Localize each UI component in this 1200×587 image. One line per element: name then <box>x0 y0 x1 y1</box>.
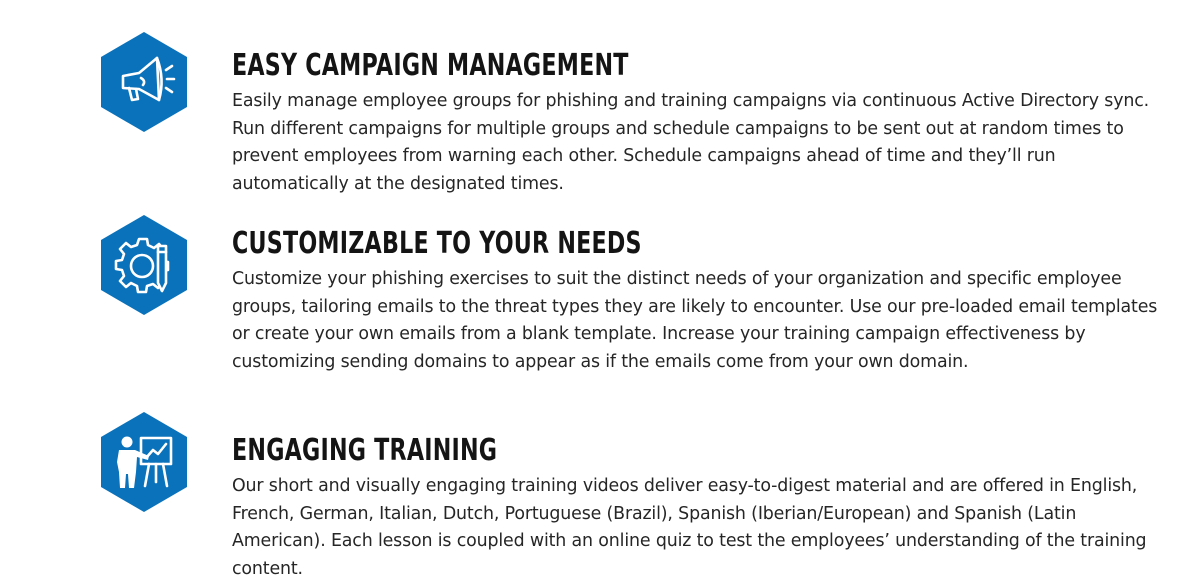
gear-pencil-icon <box>99 213 189 317</box>
feature-description: Customize your phishing exercises to suit the distinct needs of your organization and specific employee groups, tailoring emails to the threat types they are likely to encounter. Use our pre-loaded email templates or create your own emails from a blank template. Increase your training campaign effectiveness by customizing sending domains to appear as if the emails come from your own domain. <box>232 269 1158 372</box>
megaphone-icon <box>99 30 189 134</box>
feature-title: EASY CAMPAIGN MANAGEMENT <box>232 48 629 83</box>
feature-description: Easily manage employee groups for phishing and training campaigns via continuous Active Directory sync. Run different campaigns for multiple groups and schedule campaigns to be sent out at random times to prevent employees from warning each other. Schedule campaigns ahead of time and they’ll run automatically at the designated times. <box>232 91 1150 194</box>
presenter-whiteboard-icon <box>99 410 189 514</box>
feature-title: ENGAGING TRAINING <box>232 433 498 468</box>
feature-title: CUSTOMIZABLE TO YOUR NEEDS <box>232 226 642 261</box>
feature-description: Our short and visually engaging training videos deliver easy-to-digest material and are offered in English, French, German, Italian, Dutch, Portuguese (Brazil), Spanish (Iberian/European) and Spanish (Latin American). Each lesson is coupled with an online quiz to test the employees’ understanding of the training content. <box>232 476 1147 579</box>
